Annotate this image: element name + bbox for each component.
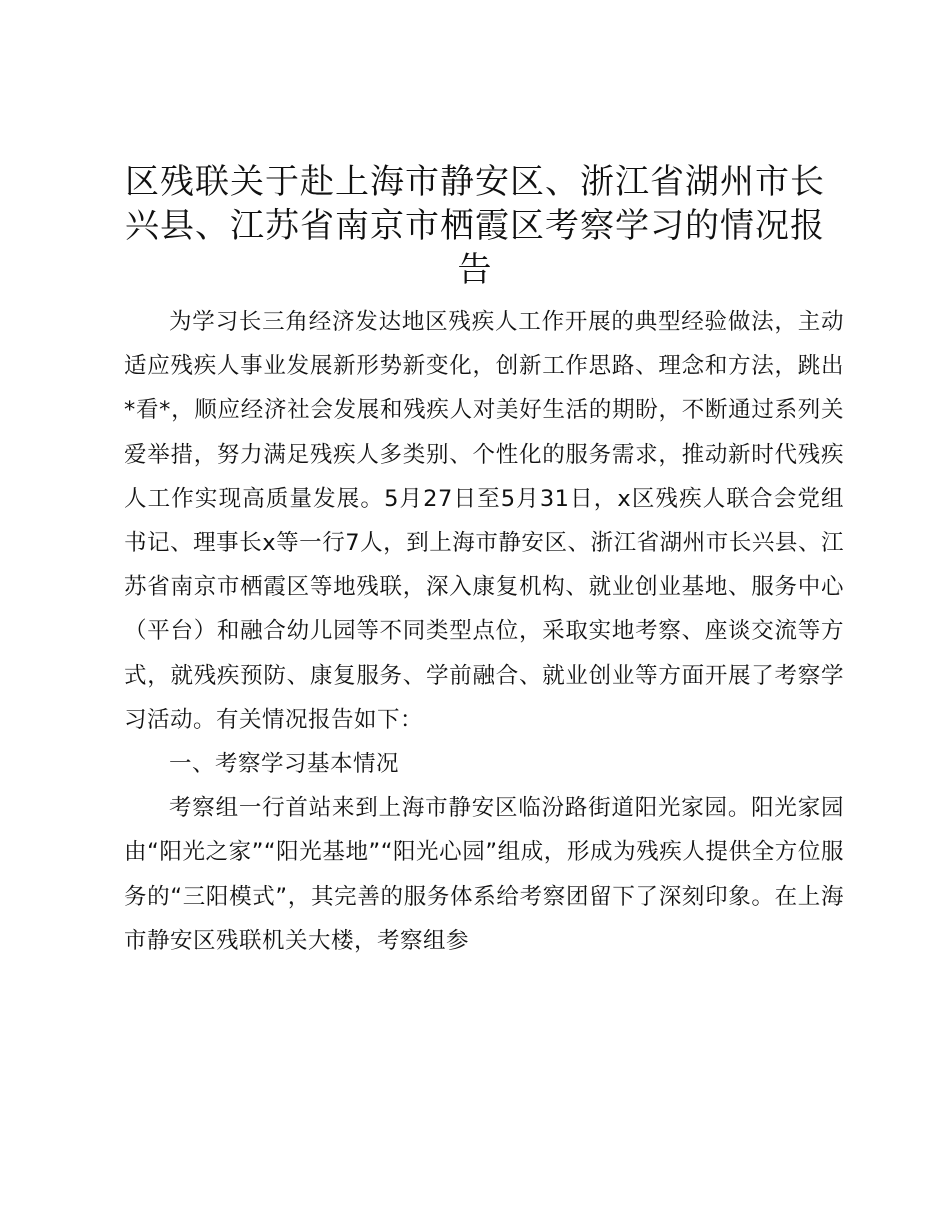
body-paragraph-intro: 为学习长三角经济发达地区残疾人工作开展的典型经验做法，主动适应残疾人事业发展新形势新变化，创新工作思路、理念和方法，跳出*看*，顺应经济社会发展和残疾人对美好生活的期盼，不断通过系列关爱举措，努力满足残疾人多类别、个性化的服务需求，推动新时代残疾人工作实现高质量发展。5月27日至5月31日，x区残疾人联合会党组书记、理事长x等一行7人，到上海市静安区、浙江省湖州市长兴县、江苏省南京市栖霞区等地残联，深入康复机构、就业创业基地、服务中心（平台）和融合幼儿园等不同类型点位，采取实地考察、座谈交流等方式，就残疾预防、康复服务、学前融合、就业创业等方面开展了考察学习活动。有关情况报告如下： [124, 309, 844, 733]
title-line-1: 区残联关于赴上海市静安区、浙江省湖州市长 [125, 162, 825, 202]
document-title [120, 160, 830, 292]
document-body [124, 300, 844, 963]
body-paragraph-section-1: 考察组一行首站来到上海市静安区临汾路街道阳光家园。阳光家园由“阳光之家”“阳光基地”“阳光心园”组成，形成为残疾人提供全方位服务的“三阳模式”，其完善的服务体系给考察团留下了深刻印象。在上海市静安区残联机关大楼，考察组参 [124, 795, 844, 954]
section-heading: 一、考察学习基本情况 [169, 751, 400, 778]
title-line-2: 兴县、江苏省南京市栖霞区考察学习的情况报 [125, 206, 825, 246]
title-line-3: 告 [457, 250, 493, 290]
